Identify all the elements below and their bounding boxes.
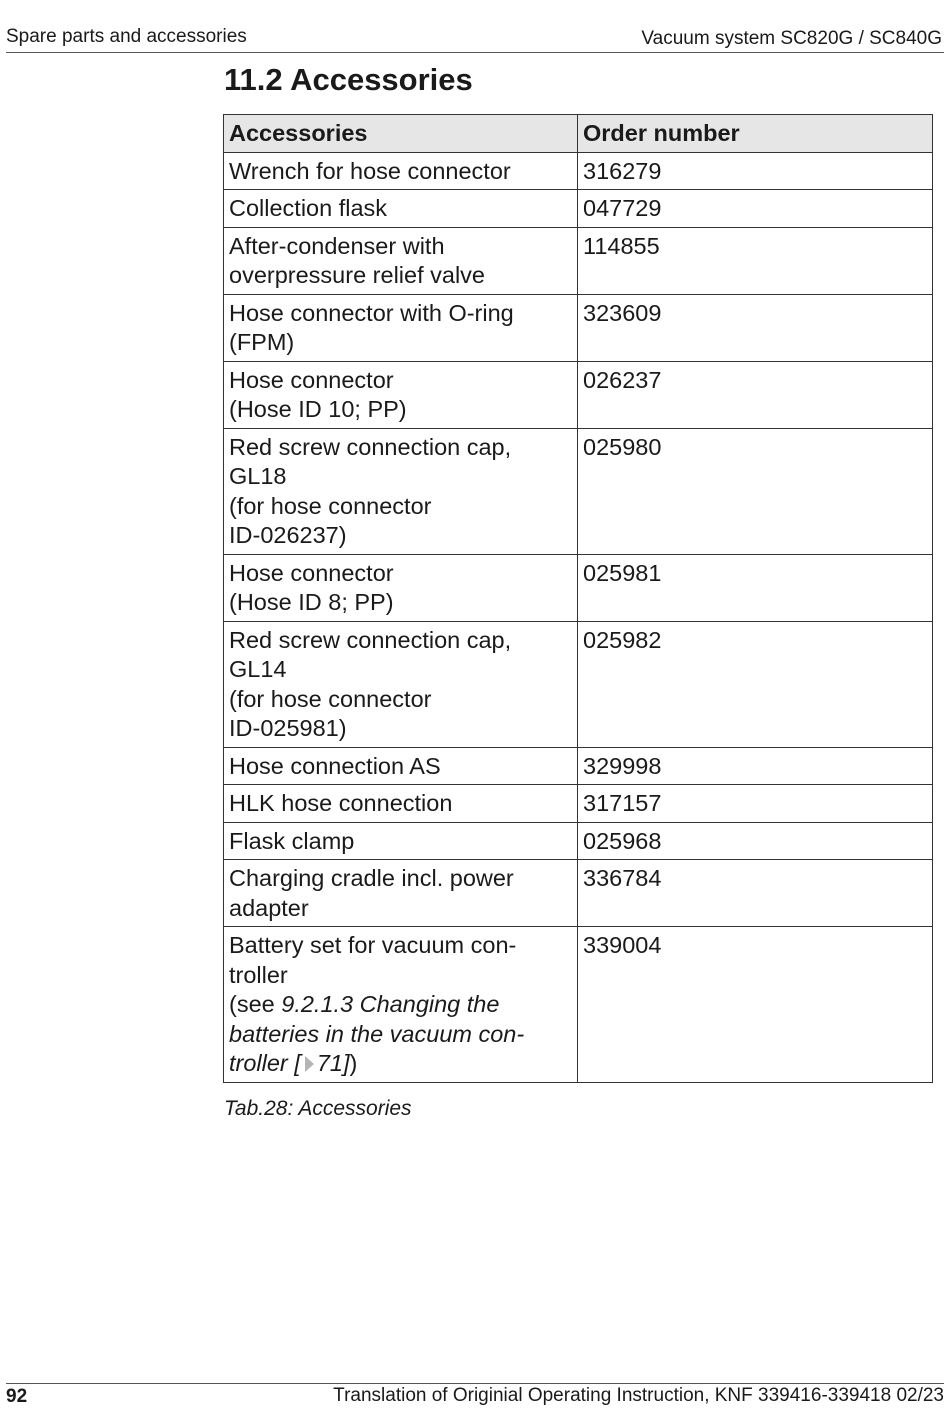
accessory-name-cell bbox=[224, 860, 578, 927]
accessory-name-line: Wrench for hose connector bbox=[229, 157, 511, 184]
accessory-name-line: (Hose ID 10; PP) bbox=[229, 396, 407, 422]
table-body bbox=[224, 152, 933, 1082]
accessory-name-line: Hose connector bbox=[229, 559, 394, 586]
page-header bbox=[6, 26, 944, 53]
accessory-name-line: (for hose connector bbox=[229, 685, 432, 712]
accessory-name-cell bbox=[224, 927, 578, 1083]
accessory-name-cell bbox=[224, 361, 578, 428]
chapter-title: Spare parts and accessories bbox=[6, 26, 247, 47]
table-row bbox=[224, 152, 933, 190]
accessory-name-line: Hose connector with O-ring bbox=[229, 299, 514, 326]
table-row bbox=[224, 294, 933, 361]
table-row bbox=[224, 190, 933, 228]
accessory-name-line: After-condenser with bbox=[229, 232, 445, 259]
accessory-name-cell bbox=[224, 152, 578, 190]
page-reference-arrow-icon bbox=[305, 1056, 314, 1072]
accessory-name-line: Charging cradle incl. power bbox=[229, 865, 514, 891]
accessory-name-cell bbox=[224, 822, 578, 860]
accessory-name-line: Hose connector bbox=[229, 366, 394, 393]
accessory-name-cell bbox=[224, 621, 578, 747]
page-footer bbox=[6, 1383, 944, 1408]
order-number-cell: 336784 bbox=[578, 860, 933, 927]
page-number: 92 bbox=[6, 1386, 28, 1407]
accessory-name-line: overpressure relief valve bbox=[229, 262, 485, 288]
page-reference[interactable]: 71] bbox=[316, 1050, 350, 1076]
table-row bbox=[224, 361, 933, 428]
accessory-name-line: (FPM) bbox=[229, 329, 295, 355]
accessory-name-line: Battery set for vacuum con- bbox=[229, 932, 517, 958]
table-caption: Tab.28: Accessories bbox=[224, 1097, 412, 1120]
accessory-name-cell bbox=[224, 227, 578, 294]
accessory-name-line: adapter bbox=[229, 894, 309, 921]
order-number-cell: 339004 bbox=[578, 927, 933, 1083]
accessory-name-line: HLK hose connection bbox=[229, 790, 453, 816]
table-row bbox=[224, 860, 933, 927]
accessory-name-line: Red screw connection cap, bbox=[229, 626, 512, 653]
see-prefix: (see bbox=[229, 991, 282, 1017]
cross-reference-link[interactable]: troller [ bbox=[229, 1050, 301, 1076]
accessories-table bbox=[223, 114, 933, 1083]
document-reference: Translation of Originial Operating Instruction, KNF 339416-339418 02/23 bbox=[333, 1385, 944, 1406]
cross-reference-link[interactable]: 9.2.1.3 Changing the bbox=[281, 991, 500, 1017]
table-header-row bbox=[224, 115, 933, 153]
order-number-cell: 114855 bbox=[578, 227, 933, 294]
accessory-name-line: ID-025981) bbox=[229, 715, 347, 741]
accessory-name-line: ID-026237) bbox=[229, 522, 347, 548]
accessory-name-line: GL18 bbox=[229, 463, 287, 489]
table-row bbox=[224, 554, 933, 621]
accessory-name-cell bbox=[224, 785, 578, 823]
order-number-cell: 047729 bbox=[578, 190, 933, 228]
table-row bbox=[224, 227, 933, 294]
cross-reference-line bbox=[229, 990, 573, 1020]
column-header-accessories: Accessories bbox=[224, 115, 578, 153]
accessory-name-cell bbox=[224, 747, 578, 785]
accessory-name-cell bbox=[224, 294, 578, 361]
order-number-cell: 025982 bbox=[578, 621, 933, 747]
order-number-cell: 329998 bbox=[578, 747, 933, 785]
order-number-cell: 025968 bbox=[578, 822, 933, 860]
column-header-order-number: Order number bbox=[578, 115, 933, 153]
accessory-name-line: (Hose ID 8; PP) bbox=[229, 589, 394, 615]
accessory-name-cell bbox=[224, 190, 578, 228]
cross-reference-link[interactable]: batteries in the vacuum con- bbox=[229, 1020, 525, 1047]
table-row bbox=[224, 621, 933, 747]
table-row-battery bbox=[224, 927, 933, 1083]
table-row bbox=[224, 785, 933, 823]
order-number-cell: 025981 bbox=[578, 554, 933, 621]
accessory-name-line: troller bbox=[229, 961, 288, 988]
section-title: 11.2 Accessories bbox=[224, 62, 473, 97]
accessory-name-line: Hose connection AS bbox=[229, 752, 441, 779]
order-number-cell: 026237 bbox=[578, 361, 933, 428]
accessory-name-line: Collection flask bbox=[229, 195, 388, 221]
order-number-cell: 025980 bbox=[578, 428, 933, 554]
table-row bbox=[224, 822, 933, 860]
accessory-name-line: GL14 bbox=[229, 656, 287, 682]
product-title: Vacuum system SC820G / SC840G bbox=[641, 28, 942, 49]
table-row bbox=[224, 747, 933, 785]
accessory-name-cell bbox=[224, 554, 578, 621]
accessory-name-line: Red screw connection cap, bbox=[229, 433, 512, 460]
accessory-name-line: Flask clamp bbox=[229, 827, 355, 854]
order-number-cell: 316279 bbox=[578, 152, 933, 190]
accessory-name-cell bbox=[224, 428, 578, 554]
order-number-cell: 323609 bbox=[578, 294, 933, 361]
table-row bbox=[224, 428, 933, 554]
cross-reference-line bbox=[229, 1049, 573, 1079]
order-number-cell: 317157 bbox=[578, 785, 933, 823]
accessory-name-line: (for hose connector bbox=[229, 492, 432, 519]
reference-suffix: ) bbox=[349, 1050, 358, 1076]
